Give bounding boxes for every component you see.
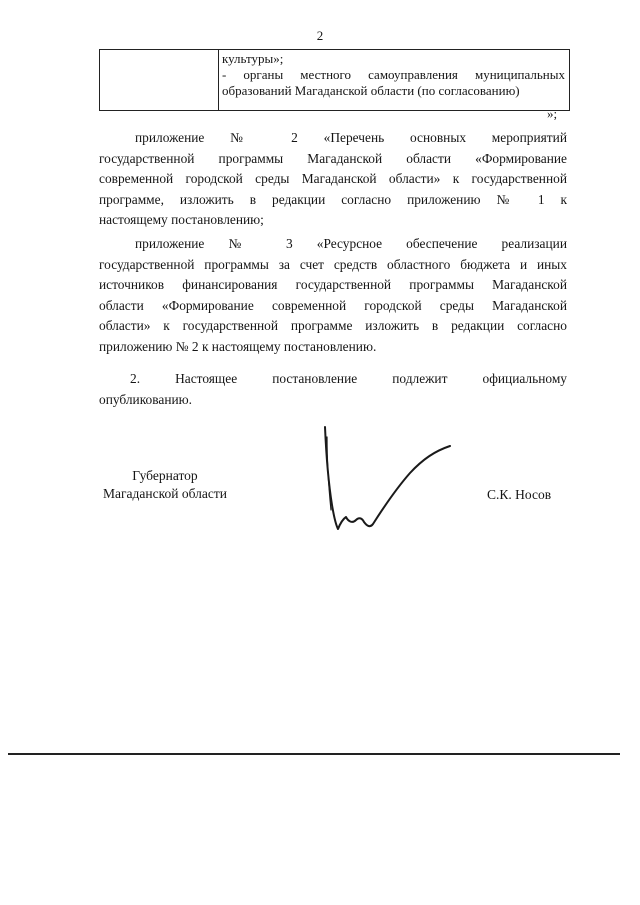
paragraph-publication	[99, 369, 567, 410]
text-line: программе, изложить в редакции согласно приложению № 1 к	[99, 191, 567, 207]
text-line: современной городской среды Магаданской области» к государственной	[99, 171, 567, 186]
footer-divider	[8, 753, 620, 755]
signatory-name: С.К. Носов	[487, 487, 552, 502]
table-line: культуры»;	[222, 51, 284, 66]
text-line: приложение № 3 «Ресурсное обеспечение реализации	[135, 236, 567, 251]
signatory-title	[95, 467, 235, 503]
table-line: образований Магаданской области (по согласованию)	[222, 83, 520, 98]
signatory-title-line: Губернатор	[132, 468, 198, 483]
continuation-table	[99, 49, 570, 111]
text-line: источников финансирования государственной программы Магаданской	[99, 277, 567, 292]
text-line: области» к государственной программе изложить в редакции согласно	[99, 318, 567, 333]
table-row	[100, 50, 570, 111]
text-line: настоящему постановлению;	[99, 212, 264, 227]
table-cell-text	[219, 50, 570, 111]
table-line: - органы местного самоуправления муниципальных	[222, 67, 565, 82]
paragraph-appendix-2	[99, 128, 567, 231]
text-line: опубликованию.	[99, 391, 193, 407]
text-line: области «Формирование современной городской среды Магаданской	[99, 297, 567, 313]
page-number: 2	[316, 28, 324, 43]
text-line: государственной программы за счет средств областного бюджета и иных	[99, 256, 567, 272]
handwritten-signature	[315, 425, 465, 535]
text-line: государственной программы Магаданской области «Формирование	[99, 150, 567, 166]
closing-quote: »;	[547, 106, 558, 121]
table-cell-empty	[100, 50, 219, 111]
signatory-title-line: Магаданской области	[103, 486, 227, 501]
text-line: 2. Настоящее постановление подлежит официальному	[130, 371, 567, 386]
text-line: приложению № 2 к настоящему постановлению.	[99, 338, 377, 354]
text-line: приложение № 2 «Перечень основных мероприятий	[135, 130, 567, 145]
paragraph-appendix-3	[99, 234, 567, 357]
